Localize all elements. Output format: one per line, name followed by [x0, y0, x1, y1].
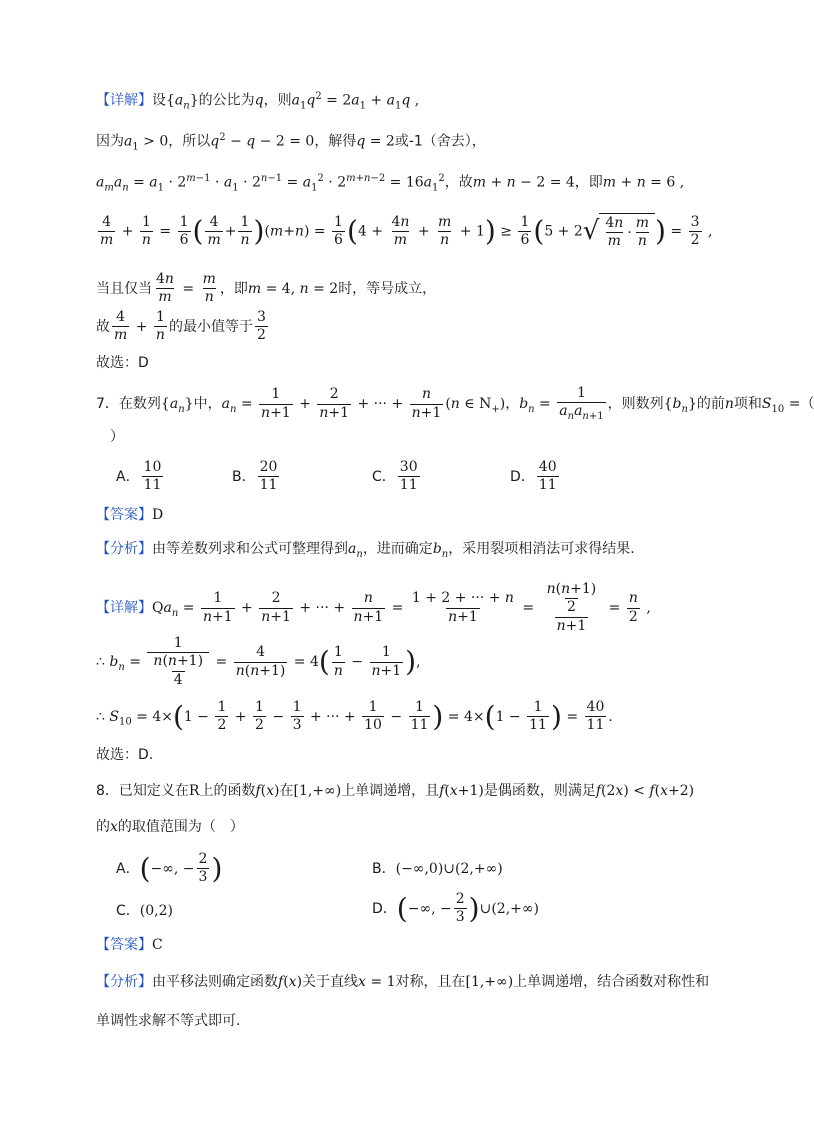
q8-answer: 【答案】C: [96, 937, 163, 953]
q7-detail-line-1: 【详解】$Qa_n$ = $\frac{1}{n+1}$ + $\frac{2}{n+1}$ + ··· + $\frac{n}{n+1}$ = $\frac{1 + 2 + \cdot\cdot\cdot + n}{n+1}$ = $\frac{\frac{n(n+1)}{2}}{n+1}$ = $\frac{n}{2}$ ,: [96, 581, 651, 634]
analysis-tag: 【分析】: [96, 541, 152, 557]
q7-option-d[interactable]: D． $\frac{40}{11}$: [510, 459, 557, 494]
q6-final-answer: 故选：D: [96, 355, 149, 371]
q8-stem-line-2: 的x的取值范围为（ ）: [96, 819, 244, 835]
q6-detail-line-3: $a_ma_n = a_1 \cdot 2^{m-1} \cdot a_1 \cdot 2^{n-1} = a_1^2 \cdot 2^{m+n-2} = 16a_1^2$，故m + n − 2 = 4，即m + n = 6 ,: [96, 173, 685, 194]
q6-detail-line-2: 因为$a_1 > 0$，所以$q^2 - q - 2 = 0$，解得q = 2或-1（舍去），: [96, 132, 486, 153]
q8-option-d[interactable]: D．(−∞, − $\frac{2}{3}$ )∪(2,+∞): [372, 891, 540, 926]
q6-detail-line-1: 【详解】设$\{a_n\}$的公比为q，则$a_1q^2 = 2a_1 + a_1q$ ,: [96, 91, 420, 112]
analysis-tag: 【分析】: [96, 974, 152, 990]
detail-tag: 【详解】: [96, 92, 152, 109]
q7-final-answer: 故选：D.: [96, 747, 154, 763]
q8-option-a[interactable]: A．(−∞, − $\frac{2}{3}$ ): [116, 851, 223, 886]
q8-option-b[interactable]: B．(−∞,0)∪(2,+∞): [372, 861, 503, 877]
q7-stem-close: ）: [110, 429, 124, 445]
q6-detail-line-5: 当且仅当 $\frac{4n}{m}$ = $\frac{m}{n}$ ，即m = 4, n = 2时，等号成立，: [96, 271, 437, 306]
q8-option-c[interactable]: C．(0,2): [116, 903, 173, 919]
q6-detail-line-4: $\frac{4}{m}$ + $\frac{1}{n}$ = $\frac{1}{6}$ ( $\frac{4}{m}$ + $\frac{1}{n}$ )(m+n) = $\frac{1}{6}$ (4 + $\frac{4n}{m}$ + $\frac{m}{n}$ + 1) ≥ $\frac{1}{6}$ (5 + 2 √ $\frac{4n}{m}$ · $\frac{m}{n}$ ) = $\frac{3}{2}$ ,: [100, 213, 713, 250]
detail-tag: 【详解】: [96, 600, 152, 617]
q8-stem-line-1: 8．已知定义在R上的函数f(x)在[1,+∞)上单调递增，且f(x+1)是偶函数，则满足f(2x) < f(x+2): [96, 783, 695, 799]
q8-analysis-line-1: 【分析】由平移法则确定函数f(x)关于直线x = 1对称，且在[1,+∞)上单调递增，结合函数对称性和: [96, 974, 710, 990]
q7-option-c[interactable]: C． $\frac{30}{11}$: [372, 459, 418, 494]
q6-detail-line-6: 故 $\frac{4}{m}$ + $\frac{1}{n}$ 的最小值等于 $\frac{3}{2}$: [96, 309, 266, 344]
q8-analysis-line-2: 单调性求解不等式即可.: [96, 1013, 241, 1029]
q7-option-b[interactable]: B． $\frac{20}{11}$: [232, 459, 278, 494]
q7-detail-line-3: ∴ $S_{10} = 4\times(1$ − $\frac{1}{2}$ + $\frac{1}{2}$ − $\frac{1}{3}$ + ··· + $\frac{1}{10}$ − $\frac{1}{11}$ ) = 4×(1 − $\frac{1}{11}$ ) = $\frac{40}{11}$ .: [96, 699, 613, 734]
q7-option-a[interactable]: A． $\frac{10}{11}$: [116, 459, 162, 494]
q7-analysis: 【分析】由等差数列求和公式可整理得到$a_n$，进而确定$b_n$，采用裂项相消法可求得结果.: [96, 541, 635, 560]
answer-tag: 【答案】: [96, 937, 152, 953]
answer-tag: 【答案】: [96, 507, 152, 523]
q7-answer: 【答案】D: [96, 507, 164, 523]
q7-stem: 7．在数列$\{a_n\}$中，$a_n$ = $\frac{1}{n+1}$ + $\frac{2}{n+1}$ + ··· + $\frac{n}{n+1}$ (n ∈ $N_+$)，$b_n$ = $\frac{1}{a_na_{n+1}}$ ，则数列$\{b_n\}$的前n项和$S_{10}$ =（: [96, 385, 814, 423]
q7-detail-line-2: ∴ $b_n$ = $\frac{1}{\frac{n(n+1)}{4}}$ = $\frac{4}{n(n+1)}$ = 4( $\frac{1}{n}$ − $\frac{1}{n+1}$ ),: [96, 635, 421, 688]
